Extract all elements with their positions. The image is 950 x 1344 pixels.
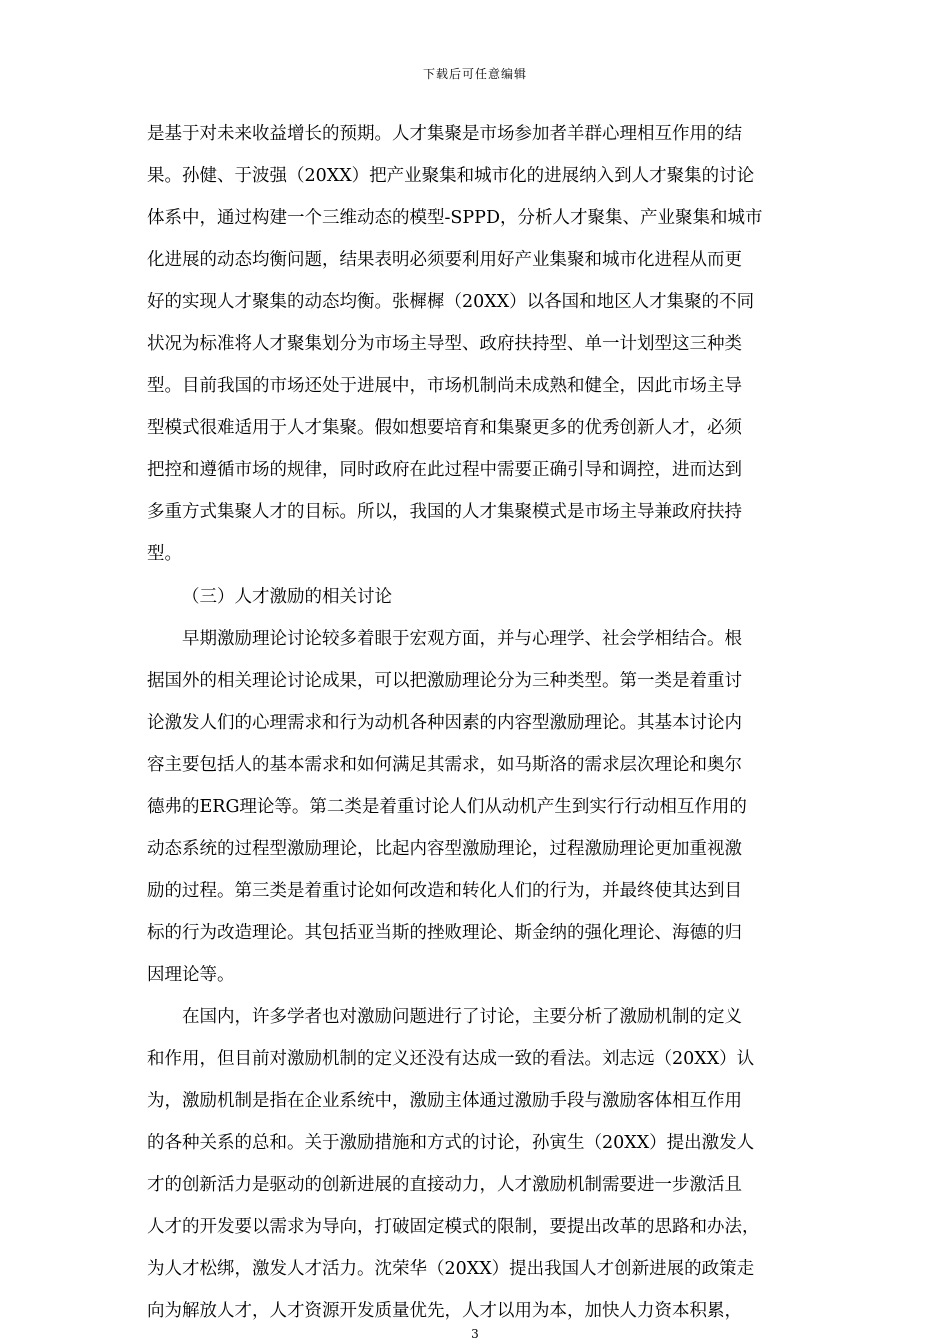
text-line: 为，激励机制是指在企业系统中，激励主体通过激励手段与激励客体相互作用 [147, 1091, 742, 1111]
paragraph-first-line: 早期激励理论讨论较多着眼于宏观方面，并与心理学、社会学相结合。根 [182, 629, 742, 649]
text-line: 果。孙健、于波强（20XX）把产业聚集和城市化的进展纳入到人才聚集的讨论 [147, 166, 755, 186]
section-heading: （三）人才激励的相关讨论 [182, 587, 392, 607]
paragraph-first-line: 在国内，许多学者也对激励问题进行了讨论，主要分析了激励机制的定义 [182, 1007, 742, 1027]
text-line: 化进展的动态均衡问题，结果表明必须要利用好产业集聚和城市化进程从而更 [147, 250, 742, 270]
text-line: 向为解放人才，人才资源开发质量优先，人才以用为本，加快人力资本积累， [147, 1301, 742, 1321]
text-line: 为人才松绑，激发人才活力。沈荣华（20XX）提出我国人才创新进展的政策走 [147, 1259, 755, 1279]
text-line: 把控和遵循市场的规律，同时政府在此过程中需要正确引导和调控，进而达到 [147, 460, 742, 480]
text-line: 标的行为改造理论。其包括亚当斯的挫败理论、斯金纳的强化理论、海德的归 [147, 923, 742, 943]
text-line: 体系中，通过构建一个三维动态的模型-SPPD，分析人才聚集、产业聚集和城市 [147, 208, 763, 228]
text-line: 好的实现人才聚集的动态均衡。张樨樨（20XX）以各国和地区人才集聚的不同 [147, 292, 755, 312]
text-line: 是基于对未来收益增长的预期。人才集聚是市场参加者羊群心理相互作用的结 [147, 124, 742, 144]
text-line: 状况为标准将人才聚集划分为市场主导型、政府扶持型、单一计划型这三种类 [147, 334, 742, 354]
text-line: 多重方式集聚人才的目标。所以，我国的人才集聚模式是市场主导兼政府扶持 [147, 502, 742, 522]
text-line: 据国外的相关理论讨论成果，可以把激励理论分为三种类型。第一类是着重讨 [147, 671, 742, 691]
text-line: 德弗的ERG理论等。第二类是着重讨论人们从动机产生到实行行动相互作用的 [147, 797, 747, 817]
text-line: 论激发人们的心理需求和行为动机各种因素的内容型激励理论。其基本讨论内 [147, 713, 742, 733]
text-line: 因理论等。 [147, 965, 235, 985]
text-line: 容主要包括人的基本需求和如何满足其需求，如马斯洛的需求层次理论和奥尔 [147, 755, 742, 775]
text-line: 型模式很难适用于人才集聚。假如想要培育和集聚更多的优秀创新人才，必须 [147, 418, 742, 438]
text-line: 励的过程。第三类是着重讨论如何改造和转化人们的行为，并最终使其达到目 [147, 881, 742, 901]
text-line: 型。 [147, 544, 182, 564]
text-line: 和作用，但目前对激励机制的定义还没有达成一致的看法。刘志远（20XX）认 [147, 1049, 755, 1069]
page-header: 下载后可任意编辑 [422, 67, 527, 81]
text-line: 才的创新活力是驱动的创新进展的直接动力，人才激励机制需要进一步激活且 [147, 1175, 742, 1195]
text-line: 动态系统的过程型激励理论，比起内容型激励理论，过程激励理论更加重视激 [147, 839, 742, 859]
text-line: 人才的开发要以需求为导向，打破固定模式的限制，要提出改革的思路和办法， [147, 1217, 760, 1237]
page-number: 3 [471, 1327, 479, 1341]
text-line: 的各种关系的总和。关于激励措施和方式的讨论，孙寅生（20XX）提出激发人 [147, 1133, 755, 1153]
text-line: 型。目前我国的市场还处于进展中，市场机制尚未成熟和健全，因此市场主导 [147, 376, 742, 396]
